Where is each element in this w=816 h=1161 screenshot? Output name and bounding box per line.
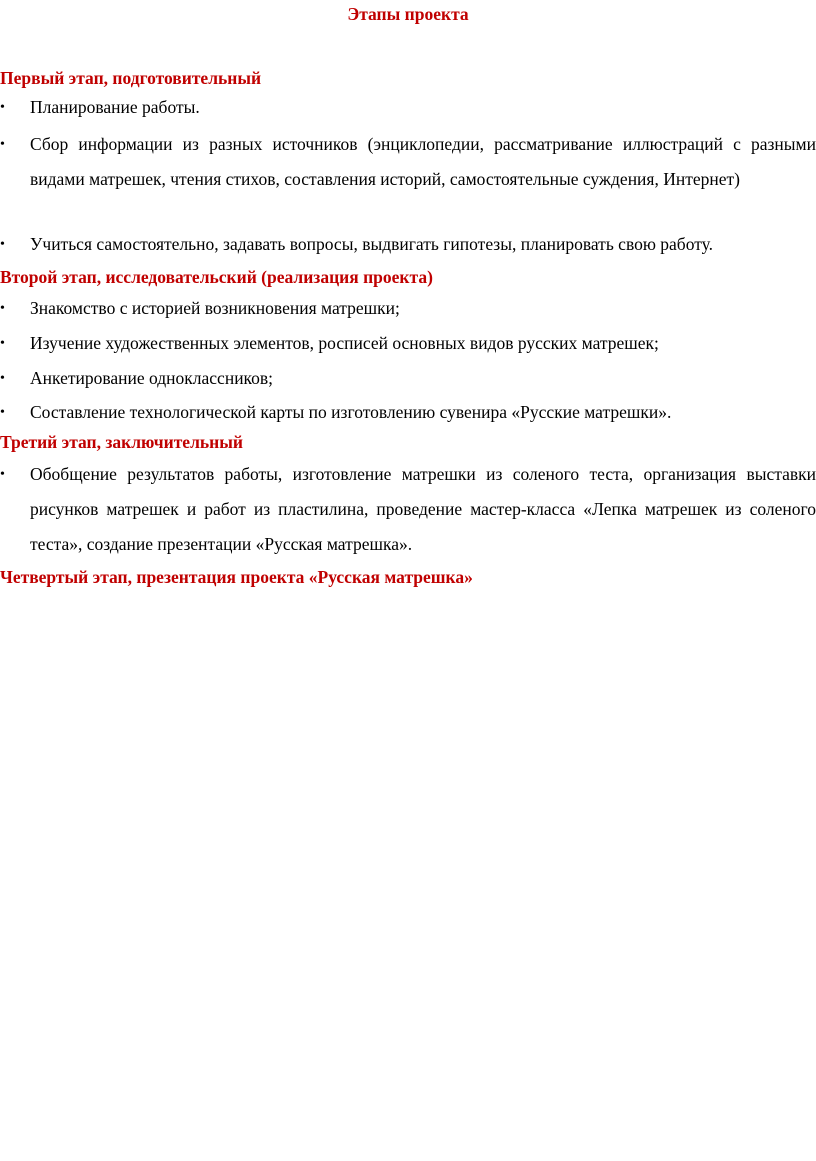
list-item-text: Сбор информации из разных источников (энциклопедии, рассматривание иллюстраций с разными видами матрешек, чтения стихов, составления историй, самостоятельные суждения, Интернет) [30, 134, 816, 189]
list-item-text: Анкетирование одноклассников; [30, 368, 274, 388]
bullet-icon: • [0, 371, 5, 386]
bullet-icon: • [0, 301, 5, 316]
section-heading-stage-2: Второй этап, исследовательский (реализация проекта) [0, 267, 433, 287]
section-heading-stage-4: Четвертый этап, презентация проекта «Русская матрешка» [0, 567, 473, 587]
list-item-text: Планирование работы. [30, 97, 200, 117]
list-item-text: Составление технологической карты по изготовлению сувенира «Русские матрешки». [30, 402, 672, 422]
list-item-text: Обобщение результатов работы, изготовление матрешки из соленого теста, организация выставки рисунков матрешек и работ из пластилина, проведение мастер-класса «Лепка матрешек из соленого теста», создание презентации «Русская матрешка». [30, 464, 816, 554]
bullet-icon: • [0, 405, 5, 420]
bullet-icon: • [0, 237, 5, 252]
list-item-text: Учиться самостоятельно, задавать вопросы, выдвигать гипотезы, планировать свою работу. [30, 234, 714, 254]
section-heading-stage-3: Третий этап, заключительный [0, 432, 243, 452]
bullet-icon: • [0, 100, 5, 115]
bullet-icon: • [0, 467, 5, 482]
list-item-text: Изучение художественных элементов, росписей основных видов русских матрешек; [30, 333, 659, 353]
section-heading-stage-1: Первый этап, подготовительный [0, 68, 262, 88]
bullet-icon: • [0, 137, 5, 152]
list-item-text: Знакомство с историей возникновения матрешки; [30, 298, 400, 318]
bullet-icon: • [0, 336, 5, 351]
document-title: Этапы проекта [347, 4, 469, 24]
